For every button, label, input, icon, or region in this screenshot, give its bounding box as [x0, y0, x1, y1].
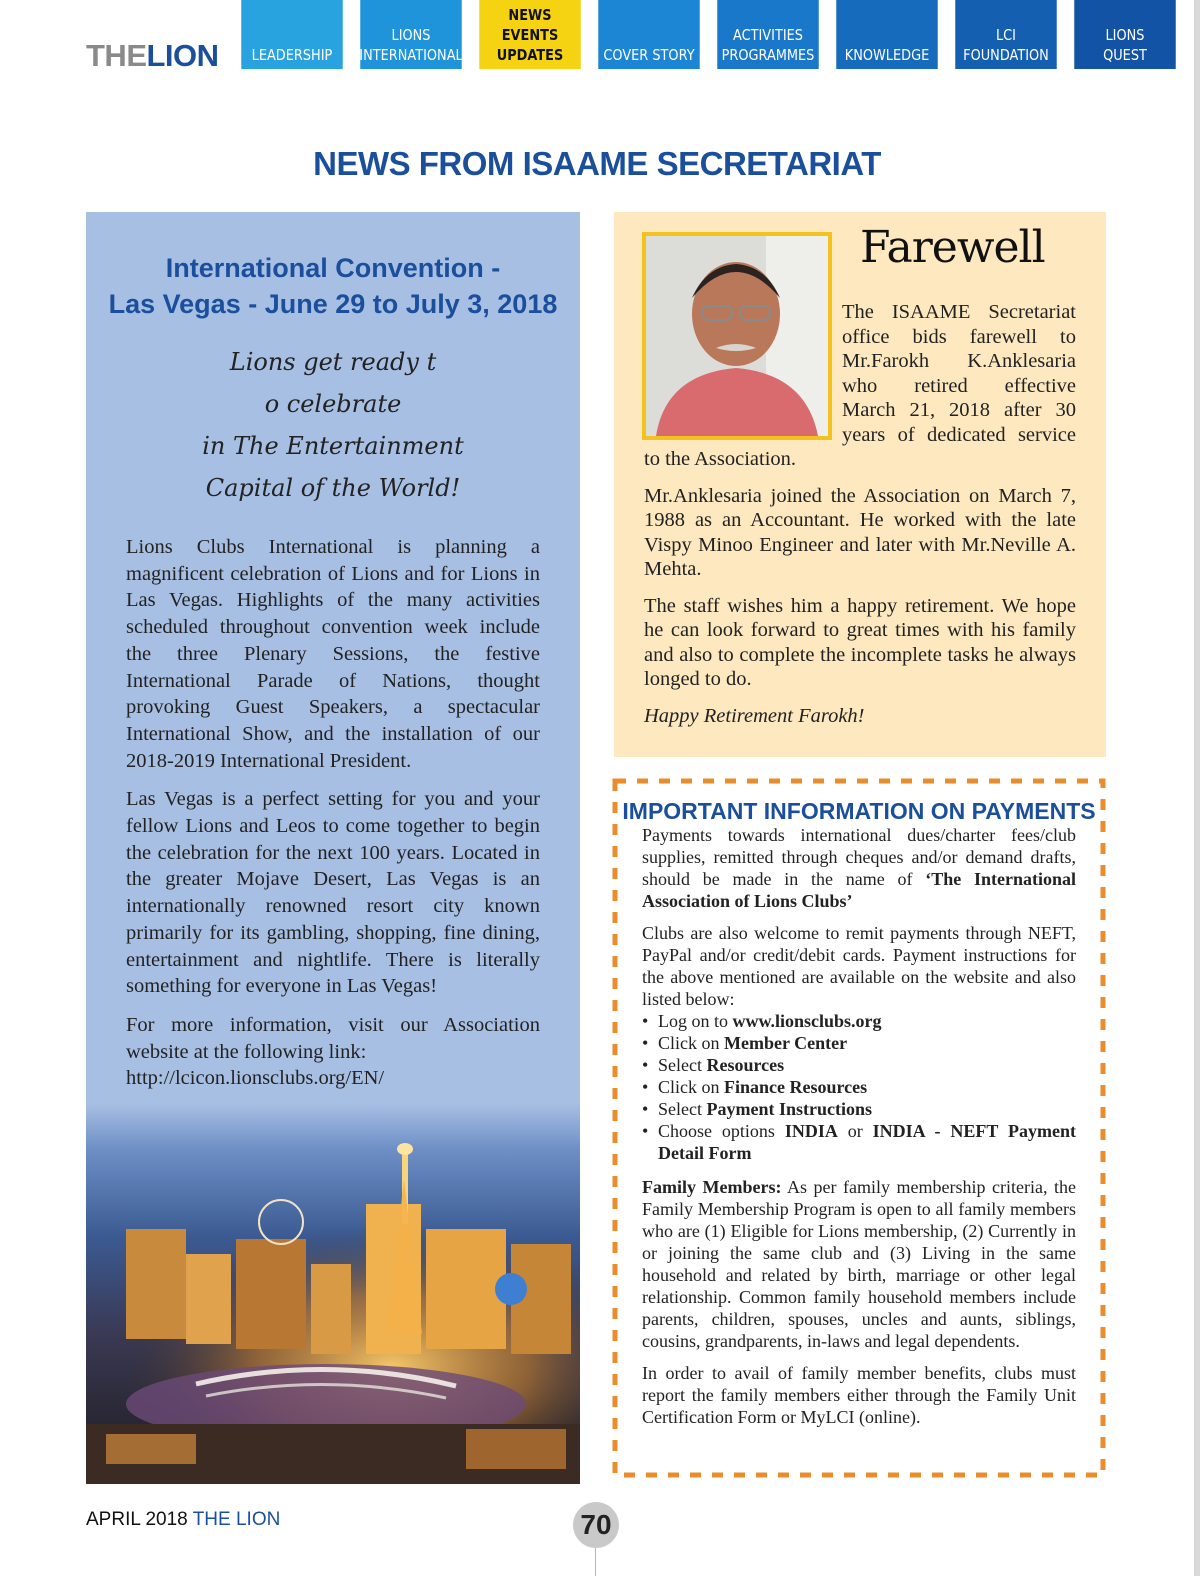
payments-closing: In order to avail of family member benefits, clubs must report the family members either through the Family Unit Certification Form or MyLCI (online). [642, 1363, 1076, 1427]
section-nav [233, 0, 1185, 69]
page-number: 70 [573, 1502, 619, 1548]
step-link[interactable]: www.lionsclubs.org [732, 1011, 882, 1031]
payments-paragraph-2: Clubs are also welcome to remit payments through NEFT, PayPal and/or credit/debit cards. Payment instructions for the above mentioned are available on the website and also listed below: [642, 923, 1076, 1009]
payment-step [642, 1076, 1076, 1098]
farewell-intro-line: who retired effective [842, 374, 1076, 397]
tab-lci-foundation[interactable]: LCI FOUNDATION [955, 0, 1056, 69]
convention-panel [86, 212, 580, 1484]
step-label: Finance Resources [724, 1077, 868, 1097]
farewell-intro-line: Mr.Farokh K.Anklesaria [842, 350, 1076, 372]
issue-date: APRIL 2018 [86, 1509, 188, 1530]
family-members-label: Family Members: [642, 1177, 782, 1197]
magazine-logo [86, 38, 219, 74]
tab-lions-international[interactable]: LIONS INTERNATIONAL [360, 0, 461, 69]
tab-cover-story[interactable]: COVER STORY [598, 0, 699, 69]
footer-issue [86, 1509, 280, 1531]
page-divider-line [595, 1548, 596, 1576]
payment-steps [642, 1010, 1076, 1164]
convention-paragraph-1: Lions Clubs International is planning a magnificent celebration of Lions and for Lions in Las Vegas. Highlights of the many activities scheduled throughout convention week include the three Plenary Sessions, the festive International Parade of Nations, thought provoking Guest Speakers, a spectacular International Show, and the installation of our 2018-2019 International President. [126, 536, 540, 772]
farewell-signoff: Happy Retirement Farokh! [644, 704, 865, 727]
farewell-title: Farewell [860, 222, 1045, 273]
las-vegas-skyline-image [86, 1104, 580, 1484]
payment-step [642, 1032, 1076, 1054]
payments-title: IMPORTANT INFORMATION ON PAYMENTS [622, 798, 1096, 824]
page-title: NEWS FROM ISAAME SECRETARIAT [313, 145, 881, 182]
payment-step [642, 1054, 1076, 1076]
step-label: INDIA [784, 1121, 838, 1141]
step-text: Log on to [658, 1011, 733, 1031]
family-members-text: As per family membership criteria, the Family Membership Program is open to all family members who are (1) Eligible for Lions membership, (2) Currently in or joining the same club and (3) Living in the same household and related by birth, marriage or other legal relationship. Common family household members include parents, children, spouses, uncles and aunts, siblings, cousins, grandparents, in-laws and legal dependents. [642, 1177, 1077, 1351]
step-label: Payment Instructions [706, 1099, 872, 1119]
farewell-body [644, 447, 1076, 728]
step-label: INDIA - NEFT Payment Detail Form [658, 1121, 1076, 1163]
step-text: Choose options [658, 1121, 785, 1141]
tab-news-events-updates[interactable]: NEWS EVENTS UPDATES [479, 0, 580, 69]
farewell-intro-line: March 21, 2018 after 30 [842, 399, 1076, 421]
payment-step [642, 1010, 1076, 1032]
convention-body [126, 534, 540, 1092]
step-text: Click on [658, 1077, 724, 1097]
portrait-icon [646, 236, 828, 436]
logo-lion: LION [146, 38, 219, 73]
farewell-intro-line: office bids farewell to [842, 325, 1076, 348]
logo-the: THE [86, 38, 147, 73]
payee-name: ‘The International Association of Lions Clubs’ [642, 869, 1076, 911]
step-label: Member Center [724, 1033, 848, 1053]
tab-leadership[interactable]: LEADERSHIP [241, 0, 342, 69]
farewell-intro-tail: to the Association. [644, 448, 797, 470]
payments-panel [612, 778, 1106, 1478]
step-text: Select [658, 1099, 707, 1119]
payments-p1-text: Payments towards international dues/charter fees/club supplies, remitted through cheques and/or demand drafts, should be made in the name of [642, 825, 1076, 889]
footer-magazine-name: THE LION [192, 1509, 281, 1530]
page-edge [1194, 0, 1200, 1576]
family-members-paragraph [642, 1176, 1076, 1352]
convention-heading: International Convention - Las Vegas - June 29 to July 3, 2018 [108, 253, 558, 319]
farewell-paragraph-2: The staff wishes him a happy retirement. We hope he can look forward to great times with his family and also to complete the incomplete tasks he always longed to do. [644, 594, 1076, 690]
script-line-4: Capital of the World! [205, 474, 461, 502]
farewell-paragraph-1: Mr.Anklesaria joined the Association on March 7, 1988 as an Accountant. He worked with the late Vispy Minoo Engineer and later with Mr.Neville A. Mehta. [644, 484, 1076, 580]
step-text: Select [658, 1055, 707, 1075]
retiree-photo [642, 232, 832, 440]
tab-knowledge[interactable]: KNOWLEDGE [836, 0, 937, 69]
farewell-panel [614, 212, 1106, 757]
tab-activities-programmes[interactable]: ACTIVITIES PROGRAMMES [717, 0, 818, 69]
payments-paragraph-1 [642, 824, 1076, 912]
farewell-intro [842, 300, 1076, 447]
convention-paragraph-2: Las Vegas is a perfect setting for you and your fellow Lions and Leos to come together to begin the celebration for the next 100 years. Located in the greater Mojave Desert, Las Vegas is an internationally renowned resort city known primarily for its gambling, shopping, fine dining, entertainment and nightlife. There is literally something for everyone in Las Vegas! [126, 788, 540, 998]
step-label: Resources [706, 1055, 785, 1075]
payment-step [642, 1120, 1076, 1164]
convention-link[interactable]: http://lcicon.lionsclubs.org/EN/ [126, 1067, 385, 1090]
step-text: or [837, 1121, 873, 1141]
step-text: Click on [658, 1033, 724, 1053]
farewell-intro-line: years of dedicated service [842, 423, 1076, 446]
tab-lions-quest[interactable]: LIONS QUEST [1074, 0, 1175, 69]
farewell-intro-line: The ISAAME Secretariat [842, 301, 1076, 323]
convention-paragraph-3: For more information, visit our Association website at the following link: [126, 1013, 540, 1063]
payments-body [642, 824, 1076, 1438]
script-line-3: in The Entertainment [202, 432, 464, 460]
script-line-1: Lions get ready t [229, 348, 437, 376]
payment-step [642, 1098, 1076, 1120]
script-line-2: o celebrate [264, 390, 402, 418]
